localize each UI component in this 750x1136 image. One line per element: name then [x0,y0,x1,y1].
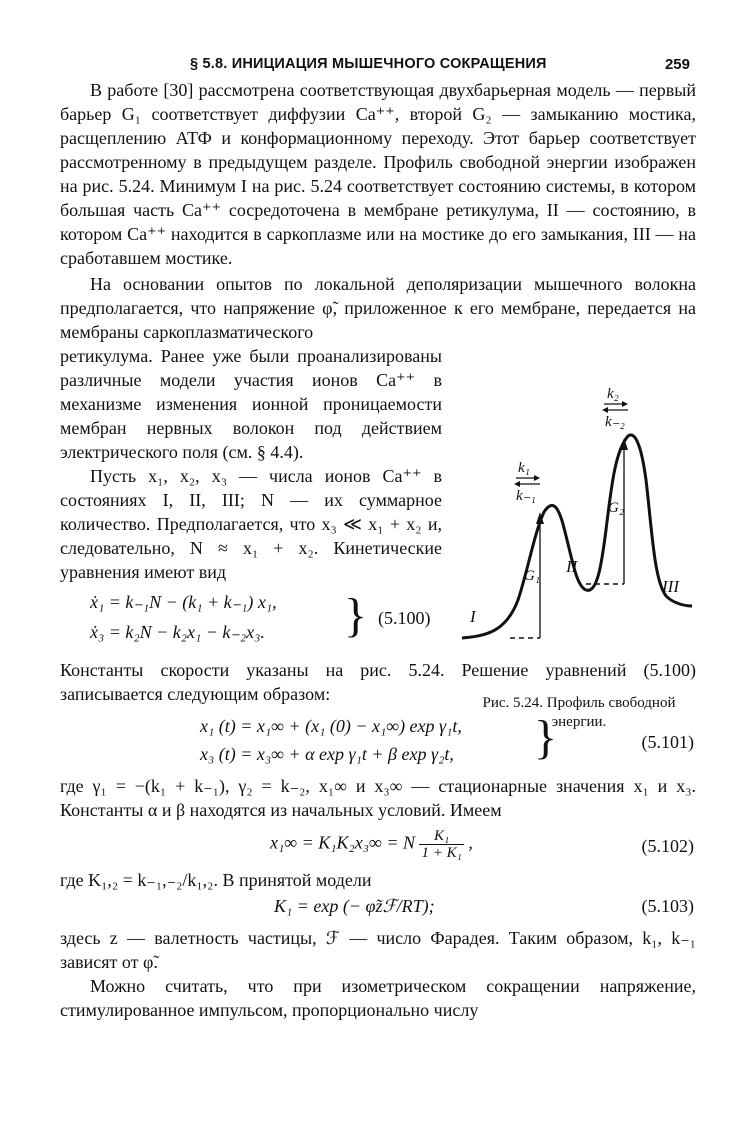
eq-5-102-expression [270,828,473,861]
eq-5-102-numerator: K₁ [419,828,463,845]
figure-caption: Рис. 5.24. Профиль свободной энергии. [482,695,676,730]
label-k-2: k₋₂ [605,414,625,430]
running-head [60,48,696,78]
paragraph-8: Можно считать, что при изометрическом сокращении напряжение, стимулированное импульсом, пропорционально числу [60,976,696,1020]
equation-5-100 [60,588,442,654]
eq-5-100-line2: ẋ₃ = k₂N − k₂x₁ − k₋₂x₃. [90,622,265,642]
label-k2: k₂ [607,386,619,402]
eq-5-101-line2: x₃ (t) = x₃∞ + α exp γ₁t + β exp γ₂t, [200,744,454,764]
text-column [60,344,442,654]
paragraph-1: В работе [30] рассмотрена соответствующая двухбарьерная модель — первый барьер G₁ соответствует диффузии Ca⁺⁺, второй G₂ — замыканию мостика, расщеплению АТФ и конформационному переходу. Этот барьер соответствует рассмотренному в предыдущем разделе. Профиль свободной энергии изображен на рис. 5.24. Минимум I на рис. 5.24 соответствует состоянию системы, в котором большая часть Ca⁺⁺ сосредоточена в мембране ретикулума, II — состоянию, в котором Ca⁺⁺ находится в саркоплазме или на мостике до его замыкания, III — на сработавшем мостике. [60,80,696,268]
paragraph-7: здесь z — валетность частицы, ℱ — число Фарадея. Таким образом, k₁, k₋₁ зависят от φ̃. [60,928,696,972]
label-k-1: k₋₁ [516,488,536,504]
eq-5-100-line1: ẋ₁ = k₋₁N − (k₁ + k₋₁) x₁, [90,592,277,612]
equation-5-102 [60,822,696,868]
paragraph-2-top: На основании опытов по локальной деполяризации мышечного волокна предполагается, что напряжение φ̃, приложенное к его мембране, передается на мембраны саркоплазматического [60,274,696,342]
eq-5-101-number: (5.101) [641,732,694,752]
eq-5-100-brace: } [344,589,368,642]
label-G2: G₂ [608,500,625,516]
eq-5-100-number: (5.100) [378,608,431,628]
figure-5-24 [456,386,696,755]
page [60,48,696,1022]
eq-5-102-tail: , [468,832,473,853]
label-k1: k₁ [518,460,530,476]
energy-profile-plot [456,386,696,690]
eq-5-103-expression: K₁ = exp (− φ̃zℱ/RT); [274,896,435,916]
label-II: II [566,557,578,576]
eq-5-102-fraction [419,828,463,861]
eq-5-102-denominator: 1 + K₁ [421,845,462,861]
label-III: III [662,577,679,596]
page-number: 259 [664,56,690,73]
paragraph-4: Константы скорости указаны на рис. 5.24. Решение уравнений (5.100) записывается следующим образом: [60,660,696,704]
eq-5-102-lhs: x₁∞ = K₁K₂x₃∞ = N [270,832,415,853]
running-title: § 5.8. ИНИЦИАЦИЯ МЫШЕЧНОГО СОКРАЩЕНИЯ [190,56,547,72]
eq-5-103-number: (5.103) [641,896,694,916]
paragraph-2-column: ретикулума. Ранее уже были проанализированы различные модели участия ионов Ca⁺⁺ в механизме изменения ионной проницаемости мембран нервных волокон под действием электрического поля (см. § 4.4). [60,346,442,462]
paragraph-3-column: Пусть x₁, x₂, x₃ — числа ионов Ca⁺⁺ в состояниях I, II, III; N — их суммарное количество. Предполагается, что x₃ ≪ x₁ + x₂ и, следовательно, N ≈ x₁ + x₂. Кинетические уравнения имеют вид [60,466,442,582]
paragraph-6: где K₁,₂ = k₋₁,₋₂/k₁,₂. В принятой модели [60,870,372,890]
eq-5-101-line1: x₁ (t) = x₁∞ + (x₁ (0) − x₁∞) exp γ₁t, [200,716,462,736]
energy-curve [462,435,692,638]
equation-5-101 [60,710,696,774]
paragraph-5: где γ₁ = −(k₁ + k₋₁), γ₂ = k₋₂, x₁∞ и x₃∞ — стационарные значения x₁ и x₃. Константы α и β находятся из начальных условий. Имеем [60,776,696,820]
eq-5-102-number: (5.102) [641,836,694,856]
label-G1: G₁ [524,568,541,584]
label-I: I [470,607,476,626]
equation-5-103 [60,892,696,926]
eq-5-101-brace: } [534,711,558,764]
